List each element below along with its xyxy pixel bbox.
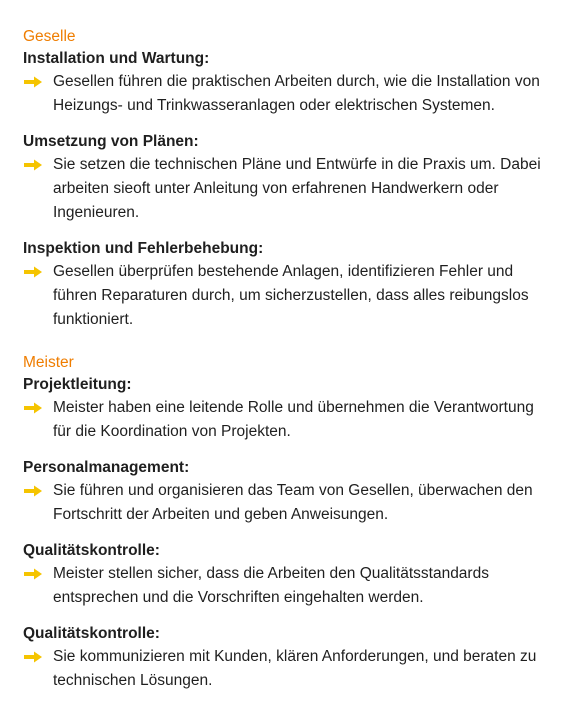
item-text: Gesellen führen die praktischen Arbeiten durch, wie die Installation von Heizungs- und Trinkwasseranlagen oder elektrischen Systemen. [53, 73, 540, 114]
arrow-right-icon [23, 562, 45, 586]
list-item [23, 131, 563, 225]
item-text: Sie kommunizieren mit Kunden, klären Anforderungen, und beraten zu technischen Lösungen. [53, 648, 537, 689]
arrow-right-icon [23, 70, 45, 94]
list-item [23, 374, 563, 444]
list-item [23, 623, 563, 693]
document [23, 26, 563, 693]
item-heading: Personalmanagement: [23, 459, 190, 476]
item-heading: Umsetzung von Plänen: [23, 133, 199, 150]
arrow-right-icon [23, 260, 45, 284]
item-heading: Installation und Wartung: [23, 50, 210, 67]
arrow-right-icon [23, 479, 45, 503]
arrow-right-icon [23, 645, 45, 669]
item-heading: Qualitätskontrolle: [23, 542, 160, 559]
section-title: Geselle [23, 28, 76, 45]
item-text: Sie führen und organisieren das Team von Gesellen, überwachen den Fortschritt der Arbeiten und geben Anweisungen. [53, 482, 533, 523]
arrow-right-icon [23, 153, 45, 177]
arrow-right-icon [23, 396, 45, 420]
item-text: Meister haben eine leitende Rolle und übernehmen die Verantwortung für die Koordination von Projekten. [53, 399, 534, 440]
item-text: Sie setzen die technischen Pläne und Entwürfe in die Praxis um. Dabei arbeiten sieoft unter Anleitung von erfahrenen Handwerkern oder Ingenieuren. [53, 156, 541, 221]
item-heading: Inspektion und Fehlerbehebung: [23, 240, 264, 257]
list-item [23, 540, 563, 610]
list-item [23, 48, 563, 118]
item-text: Gesellen überprüfen bestehende Anlagen, identifizieren Fehler und führen Reparaturen durch, um sicherzustellen, dass alles reibungslos funktioniert. [53, 263, 529, 328]
item-heading: Projektleitung: [23, 376, 132, 393]
item-text: Meister stellen sicher, dass die Arbeiten den Qualitätsstandards entsprechen und die Vorschriften eingehalten werden. [53, 565, 489, 606]
section-title: Meister [23, 354, 74, 371]
list-item [23, 238, 563, 332]
section-meister [23, 352, 563, 693]
section-geselle [23, 26, 563, 332]
item-heading: Qualitätskontrolle: [23, 625, 160, 642]
list-item [23, 457, 563, 527]
